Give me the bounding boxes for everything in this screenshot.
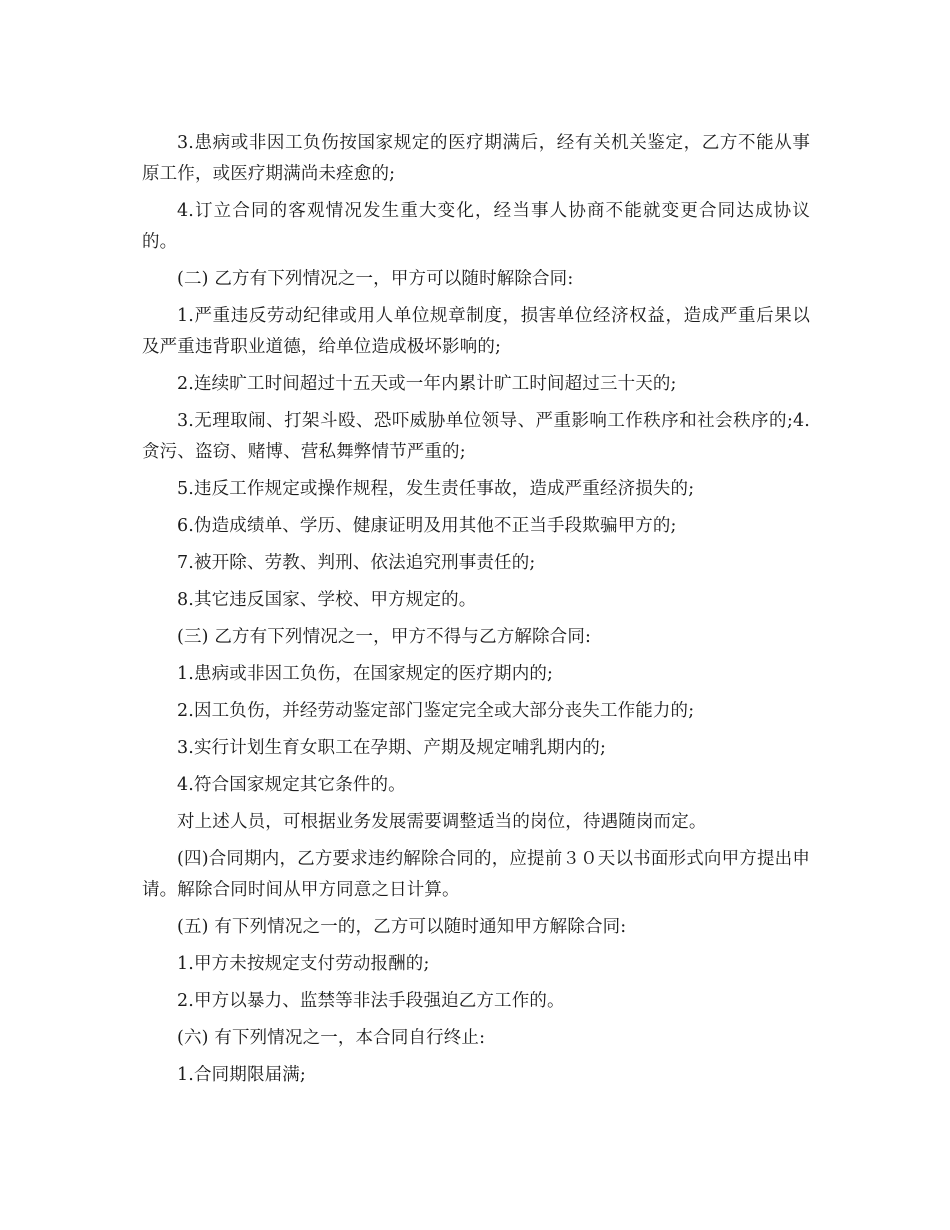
paragraph: 6.伪造成绩单、学历、健康证明及用其他不正当手段欺骗甲方的;	[177, 516, 677, 536]
paragraph: 3.患病或非因工负伤按国家规定的医疗期满后，经有关机关鉴定，乙方不能从事原工作，或医疗期满尚未痊愈的;	[142, 133, 810, 184]
paragraph: 1.患病或非因工负伤，在国家规定的医疗期内的;	[177, 664, 554, 684]
paragraph: 1.甲方未按规定支付劳动报酬的;	[177, 954, 430, 974]
section-heading: (六) 有下列情况之一，本合同自行终止:	[177, 1028, 486, 1048]
section-heading: (五) 有下列情况之一的，乙方可以随时通知甲方解除合同:	[177, 917, 627, 937]
paragraph: 4.订立合同的客观情况发生重大变化，经当事人协商不能就变更合同达成协议的。	[142, 201, 810, 252]
document-body	[142, 128, 810, 1091]
paragraph: 3.无理取闹、打架斗殴、恐吓威胁单位领导、严重影响工作秩序和社会秩序的;4.贪污、盗窃、赌博、营私舞弊情节严重的;	[142, 411, 810, 462]
paragraph: 5.违反工作规定或操作规程，发生责任事故，造成严重经济损失的;	[177, 479, 695, 499]
section-heading: (二) 乙方有下列情况之一，甲方可以随时解除合同:	[177, 269, 574, 289]
paragraph: 2.因工负伤，并经劳动鉴定部门鉴定完全或大部分丧失工作能力的;	[177, 701, 695, 721]
paragraph: 1.严重违反劳动纪律或用人单位规章制度，损害单位经济权益，造成严重后果以及严重违背职业道德，给单位造成极坏影响的;	[142, 306, 810, 357]
paragraph: 8.其它违反国家、学校、甲方规定的。	[177, 590, 477, 610]
paragraph: 2.甲方以暴力、监禁等非法手段强迫乙方工作的。	[177, 991, 565, 1011]
section-heading: (四)合同期内，乙方要求违约解除合同的，应提前３０天以书面形式向甲方提出申请。解除合同时间从甲方同意之日计算。	[142, 849, 810, 900]
paragraph: 7.被开除、劳教、判刑、依法追究刑事责任的;	[177, 553, 536, 573]
paragraph: 3.实行计划生育女职工在孕期、产期及规定哺乳期内的;	[177, 738, 606, 758]
paragraph: 2.连续旷工时间超过十五天或一年内累计旷工时间超过三十天的;	[177, 374, 677, 394]
paragraph: 对上述人员，可根据业务发展需要调整适当的岗位，待遇随岗而定。	[177, 812, 707, 832]
paragraph: 1.合同期限届满;	[177, 1065, 306, 1085]
section-heading: (三) 乙方有下列情况之一，甲方不得与乙方解除合同:	[177, 627, 592, 647]
paragraph: 4.符合国家规定其它条件的。	[177, 775, 406, 795]
